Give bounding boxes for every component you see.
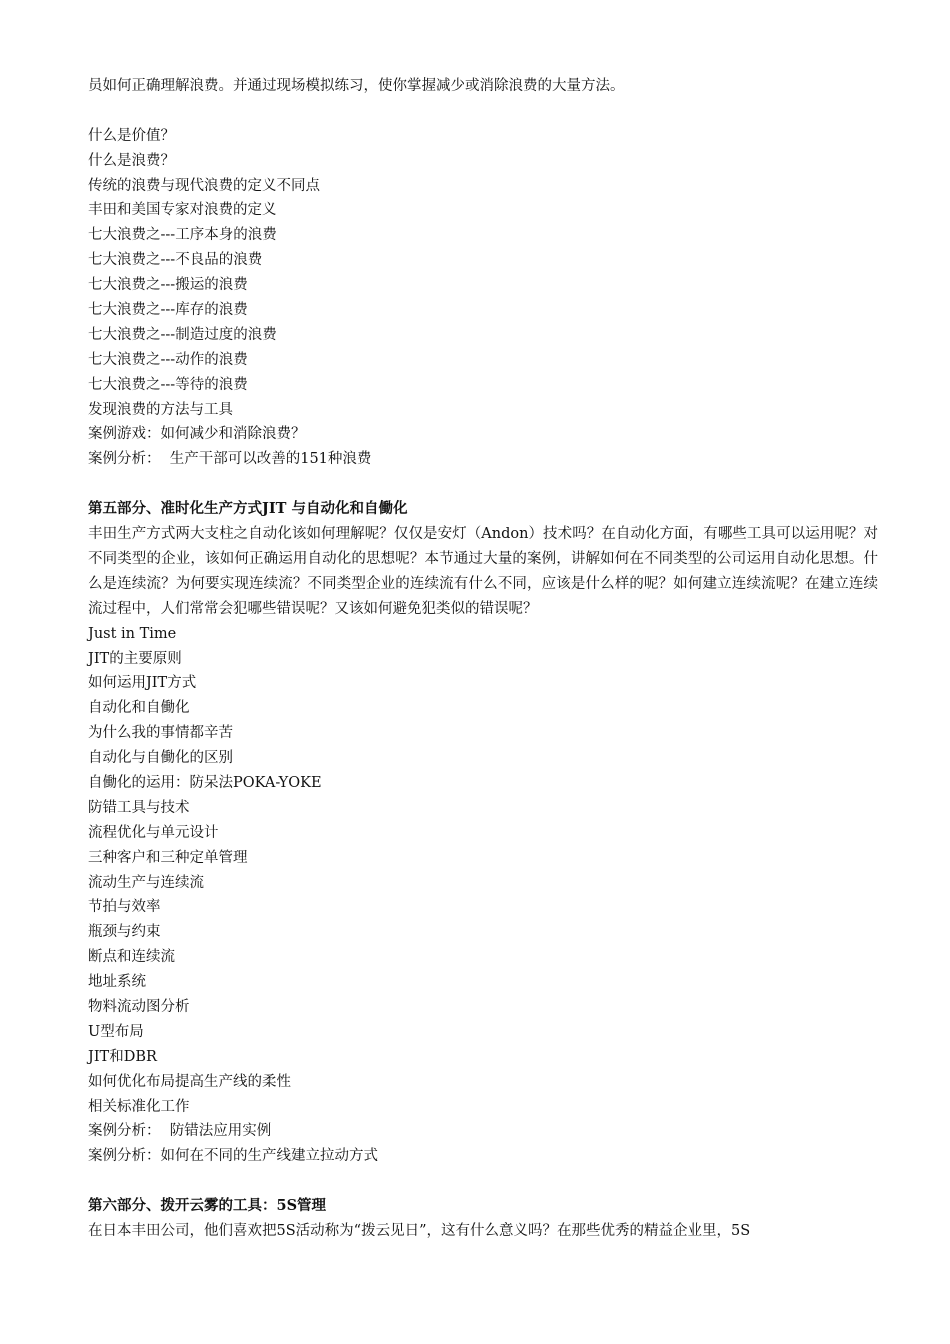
list-item: 七大浪费之---制造过度的浪费 xyxy=(88,326,277,343)
list-item: Just in Time xyxy=(88,625,177,642)
blank-line xyxy=(88,1169,878,1194)
blank-line xyxy=(88,99,878,124)
list-item: U型布局 xyxy=(88,1023,144,1040)
list-item: 节拍与效率 xyxy=(88,899,161,916)
list-item: 地址系统 xyxy=(88,974,146,991)
list-item: 什么是价值？ xyxy=(88,127,175,144)
list-item: 流程优化与单元设计 xyxy=(88,824,219,841)
list-item: 三种客户和三种定单管理 xyxy=(88,849,248,866)
section-paragraph-part6: 在日本丰田公司，他们喜欢把5S活动称为“拨云见日”，这有什么意义吗？在那些优秀的精益企业里，5S xyxy=(88,1223,751,1240)
section-heading-part5: 第五部分、准时化生产方式JIT 与自动化和自働化 xyxy=(88,500,408,518)
document-page xyxy=(88,74,878,1244)
list-item: 案例分析： 生产干部可以改善的151种浪费 xyxy=(88,451,372,468)
list-item: 七大浪费之---工序本身的浪费 xyxy=(88,227,277,244)
list-item: 如何优化布局提高生产线的柔性 xyxy=(88,1073,291,1090)
list-item: 丰田和美国专家对浪费的定义 xyxy=(88,202,277,219)
list-item: 传统的浪费与现代浪费的定义不同点 xyxy=(88,177,320,194)
intro-tail-text: 员如何正确理解浪费。并通过现场模拟练习，使你掌握减少或消除浪费的大量方法。 xyxy=(88,78,625,94)
list-item: 瓶颈与约束 xyxy=(88,924,161,941)
list-item: 物料流动图分析 xyxy=(88,999,190,1016)
list-item: 流动生产与连续流 xyxy=(88,874,204,891)
list-item: 七大浪费之---不良品的浪费 xyxy=(88,252,263,269)
list-item: 自働化的运用：防呆法POKA-YOKE xyxy=(88,775,322,791)
section-heading-part6: 第六部分、拨开云雾的工具：5S管理 xyxy=(88,1197,327,1215)
list-item: 为什么我的事情都辛苦 xyxy=(88,725,233,742)
list-item: 相关标准化工作 xyxy=(88,1098,190,1115)
list-item: 自动化和自働化 xyxy=(88,700,190,717)
part5-topic-list xyxy=(88,622,878,1170)
list-item: 七大浪费之---动作的浪费 xyxy=(88,351,248,368)
list-item: 什么是浪费？ xyxy=(88,152,175,169)
list-item: 自动化与自働化的区别 xyxy=(88,750,233,767)
list-item: 案例分析： 防错法应用实例 xyxy=(88,1123,272,1140)
list-item: 七大浪费之---搬运的浪费 xyxy=(88,277,248,294)
list-item: 如何运用JIT方式 xyxy=(88,675,197,692)
list-item: 案例游戏：如何减少和消除浪费？ xyxy=(88,426,306,443)
list-item: 七大浪费之---等待的浪费 xyxy=(88,376,248,393)
section-paragraph-part5: 丰田生产方式两大支柱之自动化该如何理解呢？仅仅是安灯（Andon）技术吗？在自动化方面，有哪些工具可以运用呢？对不同类型的企业，该如何正确运用自动化的思想呢？本节通过大量的案例，讲解如何在不同类型的公司运用自动化思想。什么是连续流？为何要实现连续流？不同类型企业的连续流有什么不同，应该是什么样的呢？如何建立连续流呢？在建立连续流过程中，人们常常会犯哪些错误呢？又该如何避免犯类似的错误呢？ xyxy=(88,526,878,617)
waste-topic-list xyxy=(88,124,878,472)
blank-line xyxy=(88,472,878,497)
list-item: 发现浪费的方法与工具 xyxy=(88,401,233,418)
list-item: JIT的主要原则 xyxy=(88,650,182,667)
list-item: 案例分析：如何在不同的生产线建立拉动方式 xyxy=(88,1148,378,1165)
list-item: 七大浪费之---库存的浪费 xyxy=(88,302,248,319)
list-item: JIT和DBR xyxy=(88,1048,157,1065)
list-item: 断点和连续流 xyxy=(88,949,175,966)
list-item: 防错工具与技术 xyxy=(88,799,190,816)
